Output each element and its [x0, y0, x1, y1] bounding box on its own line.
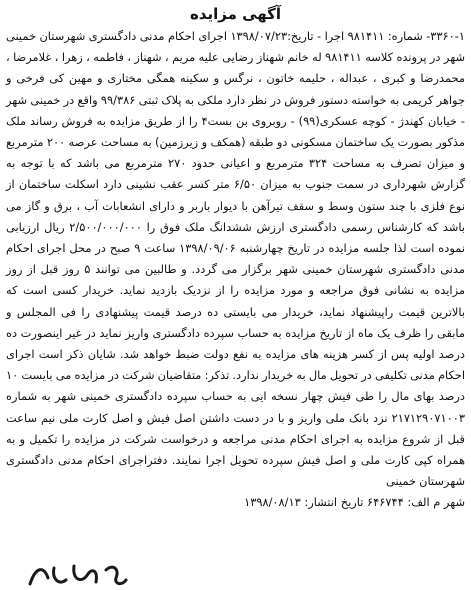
handwritten-number-mark — [22, 560, 132, 590]
notice-title: آگهی مزایده — [189, 5, 282, 23]
notice-footer: شهر م الف: ۶۴۶۷۴۴ تاریخ انتشار: ۱۳۹۸/۰۸/۱۳ — [244, 495, 465, 510]
notice-body: ۳۳۶۰-۱- شماره: ۹۸۱۴۱۱ اجرا - تاریخ:۱۳۹۸/۰۷/۲۳ اجرای احکام مدنی دادگستری شهرستان خمینی شهر در پرونده کلاسه ۹۸۱۴۱۱ له خانم شهناز رضایی علیه مریم ، شهناز ، فاطمه ، زهرا ، غلامرضا ، محمدرضا و کبری ، عبداله ، حلیمه خاتون ، نرگس و سکینه همگی مختاری و مهین کی فرخی و جواهر کریمی به خواسته دستور فروش در نظر دارد ملکی به پلاک ثبتی ۹۹/۳۸۶ واقع در خمینی شهر - خیابان کهندژ - کوچه عسکری(۹۹) - روبروی بن بست۴ را از طریق مزایده به فروش رساند ملک مذکور بصورت یک ساختمان مسکونی دو طبقه (همکف و زیرزمین) به مساحت عرصه ۲۰۰ مترمربع و میزان تصرف به مساحت ۳۲۴ مترمربع و اعیانی حدود ۲۷۰ مترمربع می باشد که با توجه به گزارش شهرداری در سمت جنوب به میزان ۶/۵۰ متر کسر عقب نشینی دارد اسکلت ساختمان از نوع فلزی با چند ستون وسط و سقف تیرآهن با دیوار باربر و دارای انشعابات آب ، برق و گاز می باشد که کارشناس رسمی دادگستری ارزش ششدانگ ملک فوق را ۲/۵۰۰/۰۰۰/۰۰۰ ریال ارزیابی نموده است لذا جلسه مزایده در تاریخ چهارشنبه ۱۳۹۸/۰۹/۰۶ ساعت ۹ صبح در محل اجرای احکام مدنی دادگستری شهرستان خمینی شهر برگزار می گردد. و طالبین می توانند ۵ روز قبل از روز مزایده به نشانی فوق مراجعه و مورد مزایده را از نزدیک بازدید نماید. خریدار کسی است که بالاترین قیمت راپیشنهاد نماید، خریدار می بایستی ده درصد قیمت پیشنهادی را فی المجلس و مابقی را ظرف یک ماه از تاریخ مزایده به حساب سپرده دادگستری واریز نماید در غیر اینصورت ده درصد اولیه پس از کسر هزینه های مزایده به نفع دولت ضبط خواهد شد. شایان ذکر است اجرای احکام مدنی تکلیفی در تحویل مال به خریدار ندارد. تذکر: متقاضیان شرکت در مزایده می بایست ۱۰ درصد بهای مال را طی فیش چهار نسخه ایی به حساب سپرده دادگستری خمینی شهر به شماره ۲۱۷۱۲۹۰۷۱۰۰۳ نزد بانک ملی واریز و با در دست داشتن اصل فیش و اصل کارت ملی نیم ساعت قبل از شروع مزایده به اجرای احکام مدنی مراجعه و درخواست شرکت در مزایده را تکمیل و به همراه کپی کارت ملی و اصل فیش سپرده تحویل اجرا نمایند. دفتراجرای احکام مدنی دادگستری شهرستان خمینی — [6, 29, 465, 489]
